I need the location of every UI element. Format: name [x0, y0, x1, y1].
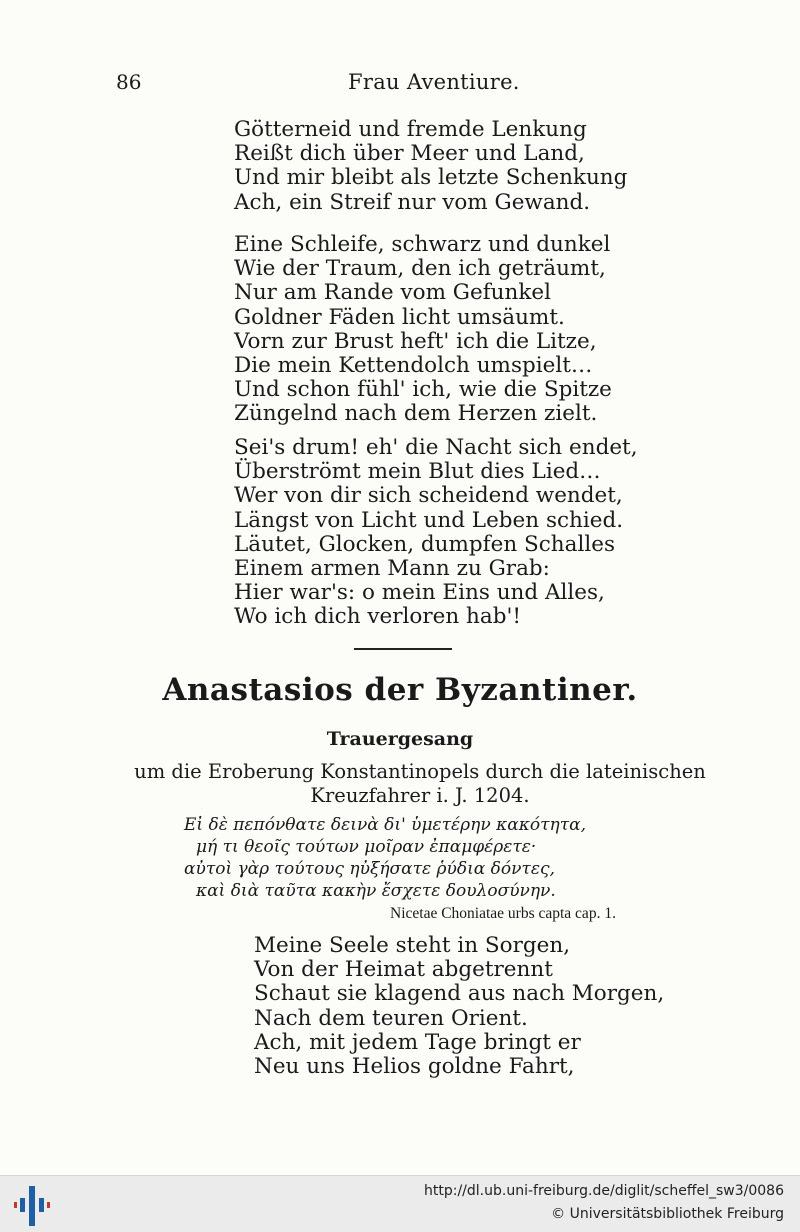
occasion-text	[0, 760, 800, 808]
poem-line: Götterneid und fremde Lenkung	[234, 117, 587, 142]
poem-stanza	[254, 934, 664, 1079]
section-divider	[354, 648, 452, 650]
epigraph-source: Nicetae Choniatae urbs capta cap. 1.	[390, 905, 616, 922]
poem-line: Hier war's: o mein Eins und Alles,	[234, 580, 605, 606]
permalink-url[interactable]: http://dl.ub.uni-freiburg.de/diglit/scheffel_sw3/0086	[424, 1183, 784, 1199]
poem-line: Und schon fühl' ich, wie die Spitze	[234, 377, 612, 403]
poem-line: Wer von dir sich scheidend wendet,	[234, 483, 623, 509]
epigraph-line: αὐτοὶ γὰρ τούτους ηὐξήσατε ῥύδια δόντες,	[184, 859, 555, 879]
poem-line: Neu uns Helios goldne Fahrt,	[254, 1053, 575, 1079]
epigraph-line: μή τι θεοῖς τούτων μοῖραν ἐπαμφέρετε·	[196, 837, 537, 857]
poem-line: Züngelnd nach dem Herzen zielt.	[234, 401, 598, 427]
poem-line: Von der Heimat abgetrennt	[254, 957, 553, 983]
poem-line: Goldner Fäden licht umsäumt.	[234, 304, 565, 330]
page-number: 86	[116, 70, 142, 94]
poem-line: Meine Seele steht in Sorgen,	[254, 933, 571, 958]
poem-stanza	[234, 233, 612, 427]
poem-line: Reißt dich über Meer und Land,	[234, 141, 585, 167]
poem-line: Vorn zur Brust heft' ich die Litze,	[234, 328, 597, 354]
occasion-line: um die Eroberung Konstantinopels durch die lateinischen	[134, 760, 706, 783]
occasion-line: Kreuzfahrer i. J. 1204.	[310, 784, 530, 807]
viewer-footer	[0, 1175, 800, 1232]
poem-line: Einem armen Mann zu Grab:	[234, 555, 550, 581]
poem-line: Längst von Licht und Leben schied.	[234, 507, 624, 533]
section-subtitle: Trauergesang	[326, 728, 474, 750]
poem-line: Schaut sie klagend aus nach Morgen,	[254, 981, 665, 1007]
poem-line: Die mein Kettendolch umspielt…	[234, 352, 593, 378]
greek-epigraph	[184, 814, 586, 902]
poem-line: Sei's drum! eh' die Nacht sich endet,	[234, 435, 638, 460]
poem-line: Und mir bleibt als letzte Schenkung	[234, 165, 628, 191]
poem-line: Überströmt mein Blut dies Lied…	[234, 459, 601, 485]
copyright-notice: © Universitätsbibliothek Freiburg	[551, 1206, 784, 1222]
poem-stanza	[234, 118, 627, 215]
poem-line: Ach, mit jedem Tage bringt er	[254, 1029, 581, 1055]
poem-line: Eine Schleife, schwarz und dunkel	[234, 232, 611, 257]
ub-freiburg-logo-icon[interactable]	[12, 1184, 52, 1228]
section-title: Anastasios der Byzantiner.	[162, 672, 638, 708]
poem-line: Läutet, Glocken, dumpfen Schalles	[234, 531, 615, 557]
poem-line: Ach, ein Streif nur vom Gewand.	[234, 189, 591, 215]
poem-line: Wo ich dich verloren hab'!	[234, 604, 522, 630]
running-head: Frau Aventiure.	[348, 70, 520, 94]
poem-stanza	[234, 436, 638, 630]
epigraph-line: καὶ διὰ ταῦτα κακὴν ἔσχετε δουλοσύνην.	[196, 881, 556, 901]
poem-line: Wie der Traum, den ich geträumt,	[234, 256, 606, 282]
poem-line: Nach dem teuren Orient.	[254, 1005, 528, 1031]
poem-line: Nur am Rande vom Gefunkel	[234, 280, 551, 306]
epigraph-line: Εἰ δὲ πεπόνθατε δεινὰ δι' ὑμετέρην κακότητα,	[184, 815, 586, 835]
